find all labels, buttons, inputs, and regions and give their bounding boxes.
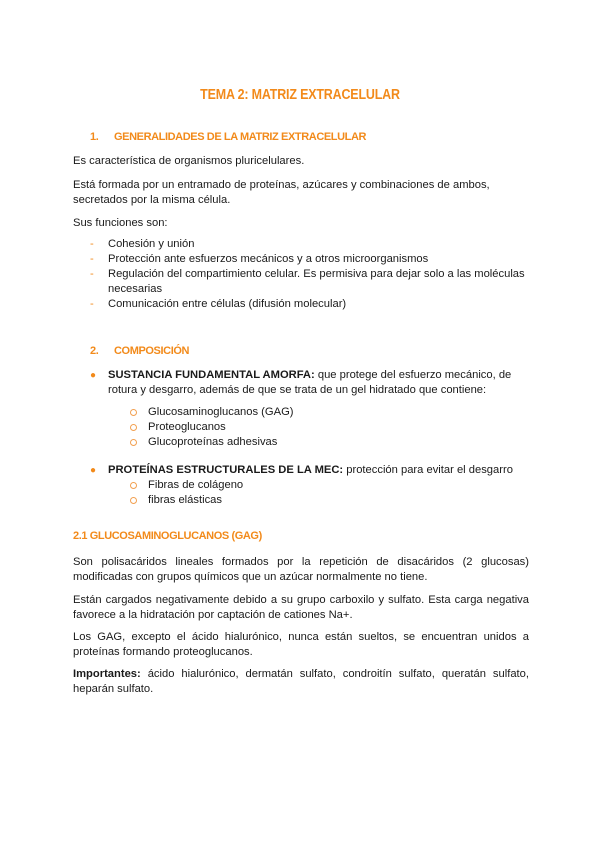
paragraph <box>73 667 529 697</box>
item-description: protección para evitar el desgarro <box>343 464 513 476</box>
section-2-1-heading: 2.1 GLUCOSAMINOGLUCANOS (GAG) <box>73 530 262 542</box>
list-item: - Comunicación entre células (difusión molecular) <box>90 297 530 312</box>
item-term: SUSTANCIA FUNDAMENTAL AMORFA: <box>108 369 315 381</box>
list-item: Glucosaminoglucanos (GAG) <box>130 405 510 420</box>
paragraph-text: ácido hialurónico, dermatán sulfato, condroitín sulfato, queratán sulfato, heparán sulfato. <box>73 668 529 695</box>
item-description: que protege del esfuerzo mecánico, de rotura y desgarro, además de que se trata de un gel hidratado que contiene: <box>108 369 512 396</box>
functions-list <box>90 237 530 312</box>
paragraph: Es característica de organismos pluricelulares. <box>73 155 305 167</box>
section-2-title: COMPOSICIÓN <box>114 345 190 357</box>
circle-bullet-icon <box>130 497 137 504</box>
paragraph: Los GAG, excepto el ácido hialurónico, nunca están sueltos, se encuentran unidos a proteínas formando proteoglucanos. <box>73 631 529 658</box>
section-1-heading <box>90 130 366 145</box>
circle-bullet-icon <box>130 482 137 489</box>
document-title: TEMA 2: MATRIZ EXTRACELULAR <box>200 87 400 103</box>
paragraph: Están cargados negativamente debido a su grupo carboxilo y sulfato. Esta carga negativa favorece a la hidratación por captación de cationes Na+. <box>73 594 529 621</box>
item-term: PROTEÍNAS ESTRUCTURALES DE LA MEC: <box>108 464 344 476</box>
section-2-heading <box>90 344 189 359</box>
sub-list <box>130 478 510 508</box>
list-item: Glucoproteínas adhesivas <box>130 435 510 450</box>
composition-item <box>90 368 530 398</box>
sub-list <box>130 405 510 450</box>
circle-bullet-icon <box>130 439 137 446</box>
section-1-title: GENERALIDADES DE LA MATRIZ EXTRACELULAR <box>114 131 367 143</box>
bullet-icon: ● <box>90 465 97 476</box>
list-item: Proteoglucanos <box>130 420 510 435</box>
circle-bullet-icon <box>130 409 137 416</box>
bullet-icon: ● <box>90 370 97 381</box>
paragraph: Está formada por un entramado de proteínas, azúcares y combinaciones de ambos, secretados por la misma célula. <box>73 179 490 206</box>
list-item: Fibras de colágeno <box>130 478 510 493</box>
list-item: fibras elásticas <box>130 493 510 508</box>
section-1-number: 1. <box>90 131 99 143</box>
paragraph-term: Importantes: <box>73 668 141 680</box>
list-item: - Cohesión y unión <box>90 237 530 252</box>
list-item: - Regulación del compartimiento celular. Es permisiva para dejar solo a las moléculas necesarias <box>90 267 530 297</box>
composition-item <box>90 463 530 478</box>
paragraph: Son polisacáridos lineales formados por la repetición de disacáridos (2 glucosas) modificadas con grupos químicos que un azúcar normalmente no tiene. <box>73 556 529 583</box>
section-2-number: 2. <box>90 345 99 357</box>
list-item: - Protección ante esfuerzos mecánicos y a otros microorganismos <box>90 252 530 267</box>
paragraph: Sus funciones son: <box>73 217 168 229</box>
circle-bullet-icon <box>130 424 137 431</box>
